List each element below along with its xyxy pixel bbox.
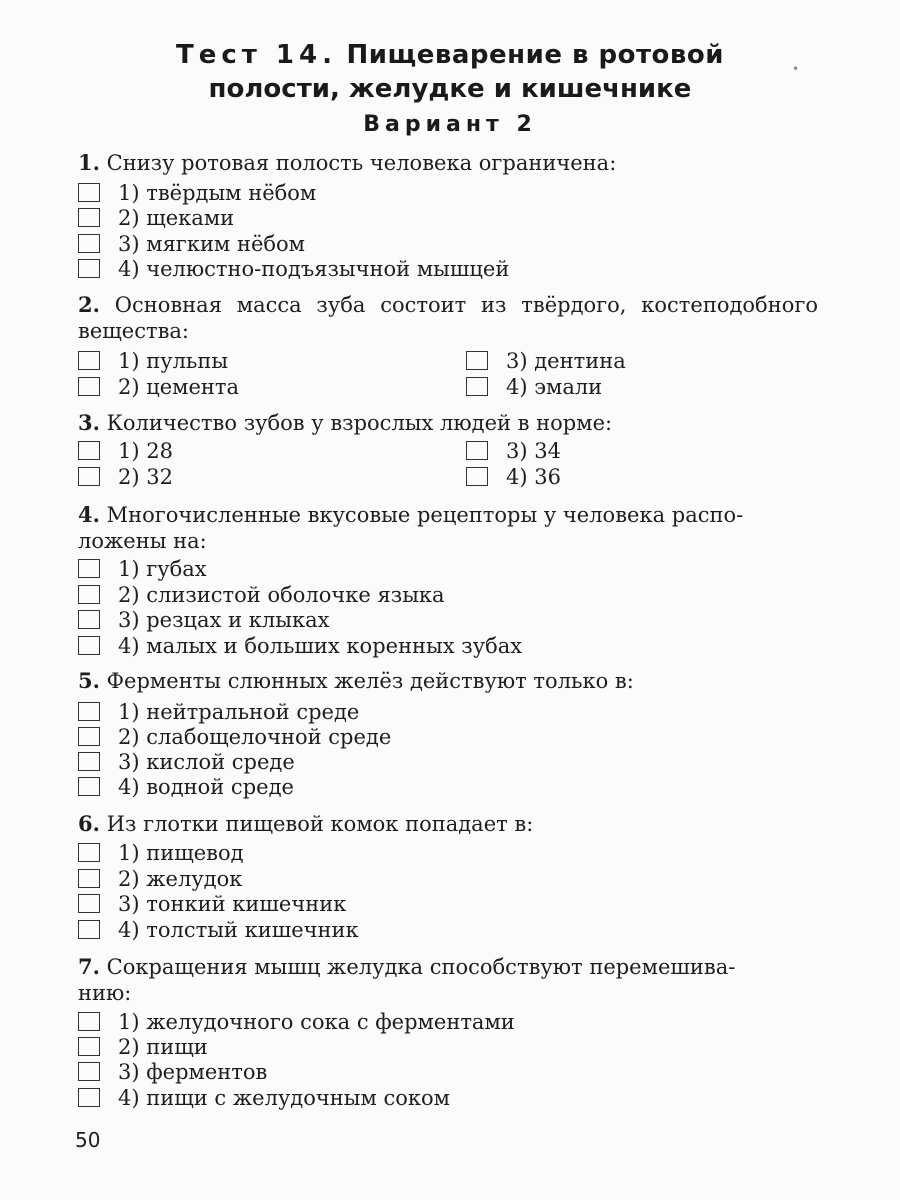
question-7 bbox=[78, 954, 818, 1006]
answer-checkbox[interactable] bbox=[78, 234, 100, 253]
option-label: 3) ферментов bbox=[118, 1060, 268, 1084]
answer-checkbox[interactable] bbox=[466, 351, 488, 370]
answer-checkbox[interactable] bbox=[78, 727, 100, 746]
question-text-line-2: нию: bbox=[78, 981, 132, 1005]
option-label: 1) пульпы bbox=[118, 349, 229, 373]
answer-checkbox[interactable] bbox=[78, 441, 100, 460]
answer-checkbox[interactable] bbox=[78, 702, 100, 721]
answer-checkbox[interactable] bbox=[78, 869, 100, 888]
answer-checkbox[interactable] bbox=[78, 467, 100, 486]
option-label: 2) щеками bbox=[118, 206, 235, 230]
question-5 bbox=[78, 668, 818, 694]
answer-checkbox[interactable] bbox=[78, 894, 100, 913]
option-label: 1) 28 bbox=[118, 439, 173, 463]
option-label: 3) 34 bbox=[506, 439, 561, 463]
question-number: 4. bbox=[78, 502, 100, 527]
question-text: Снизу ротовая полость человека ограничена: bbox=[106, 151, 617, 175]
answer-checkbox[interactable] bbox=[78, 1012, 100, 1031]
option-label: 2) слизистой оболочке языка bbox=[118, 583, 445, 607]
answer-checkbox[interactable] bbox=[78, 1037, 100, 1056]
answer-checkbox[interactable] bbox=[78, 208, 100, 227]
question-3 bbox=[78, 410, 818, 436]
question-number: 3. bbox=[78, 410, 100, 435]
question-text: Из глотки пищевой комок попадает в: bbox=[106, 812, 534, 836]
option-label: 3) мягким нёбом bbox=[118, 232, 305, 256]
answer-checkbox[interactable] bbox=[466, 441, 488, 460]
question-number: 2. bbox=[78, 292, 100, 317]
question-text: Ферменты слюнных желёз действуют только в: bbox=[106, 669, 634, 693]
option-label: 1) пищевод bbox=[118, 841, 244, 865]
question-text-line-1 bbox=[78, 954, 818, 980]
scan-speck: • bbox=[792, 62, 800, 76]
question-text: Основная масса зуба состоит из твёрдого, костеподобного вещества: bbox=[78, 293, 818, 343]
answer-checkbox[interactable] bbox=[78, 351, 100, 370]
answer-checkbox[interactable] bbox=[78, 843, 100, 862]
option-label: 3) тонкий кишечник bbox=[118, 892, 347, 916]
title-line-2: полости, желудке и кишечнике bbox=[208, 74, 692, 104]
page-title bbox=[0, 38, 900, 106]
answer-checkbox[interactable] bbox=[78, 1062, 100, 1081]
option-label: 4) челюстно-подъязычной мышцей bbox=[118, 257, 510, 281]
answer-checkbox[interactable] bbox=[78, 1088, 100, 1107]
question-text: Сокращения мышц желудка способствуют перемешива- bbox=[106, 955, 736, 979]
question-text: Количество зубов у взрослых людей в норме: bbox=[106, 411, 613, 435]
option-label: 4) водной среде bbox=[118, 775, 294, 799]
answer-checkbox[interactable] bbox=[78, 752, 100, 771]
answer-checkbox[interactable] bbox=[78, 777, 100, 796]
option-label: 3) дентина bbox=[506, 349, 626, 373]
answer-checkbox[interactable] bbox=[78, 559, 100, 578]
answer-checkbox[interactable] bbox=[78, 636, 100, 655]
answer-checkbox[interactable] bbox=[78, 920, 100, 939]
answer-checkbox[interactable] bbox=[78, 610, 100, 629]
question-number: 5. bbox=[78, 668, 100, 693]
option-label: 3) резцах и клыках bbox=[118, 608, 330, 632]
option-label: 4) пищи с желудочным соком bbox=[118, 1086, 450, 1110]
option-label: 1) желудочного сока с ферментами bbox=[118, 1010, 515, 1034]
answer-checkbox[interactable] bbox=[78, 183, 100, 202]
question-1 bbox=[78, 150, 818, 176]
answer-checkbox[interactable] bbox=[78, 259, 100, 278]
question-text-line-1 bbox=[78, 502, 818, 528]
test-number: Тест 14. bbox=[176, 40, 337, 70]
option-label: 2) 32 bbox=[118, 465, 173, 489]
variant-label: Вариант 2 bbox=[363, 112, 537, 137]
question-number: 6. bbox=[78, 811, 100, 836]
option-label: 4) толстый кишечник bbox=[118, 918, 359, 942]
answer-checkbox[interactable] bbox=[466, 467, 488, 486]
option-label: 2) цемента bbox=[118, 375, 240, 399]
option-label: 4) эмали bbox=[506, 375, 603, 399]
option-label: 2) пищи bbox=[118, 1035, 208, 1059]
option-label: 1) губах bbox=[118, 557, 207, 581]
page-number: 50 bbox=[75, 1128, 101, 1152]
option-label: 3) кислой среде bbox=[118, 750, 295, 774]
answer-checkbox[interactable] bbox=[78, 377, 100, 396]
question-2 bbox=[78, 292, 818, 344]
option-label: 1) нейтральной среде bbox=[118, 700, 360, 724]
question-text: Многочисленные вкусовые рецепторы у человека распо- bbox=[106, 503, 744, 527]
answer-checkbox[interactable] bbox=[466, 377, 488, 396]
option-label: 4) 36 bbox=[506, 465, 561, 489]
answer-checkbox[interactable] bbox=[78, 585, 100, 604]
title-line-1 bbox=[0, 38, 900, 72]
question-number: 1. bbox=[78, 150, 100, 175]
option-label: 4) малых и больших коренных зубах bbox=[118, 634, 523, 658]
question-4 bbox=[78, 502, 818, 554]
option-label: 2) желудок bbox=[118, 867, 243, 891]
question-text-line-2: ложены на: bbox=[78, 529, 207, 553]
question-6 bbox=[78, 811, 818, 837]
title-topic: Пищеварение в ротовой bbox=[346, 40, 724, 70]
question-number: 7. bbox=[78, 954, 100, 979]
option-label: 1) твёрдым нёбом bbox=[118, 181, 317, 205]
option-label: 2) слабощелочной среде bbox=[118, 725, 392, 749]
